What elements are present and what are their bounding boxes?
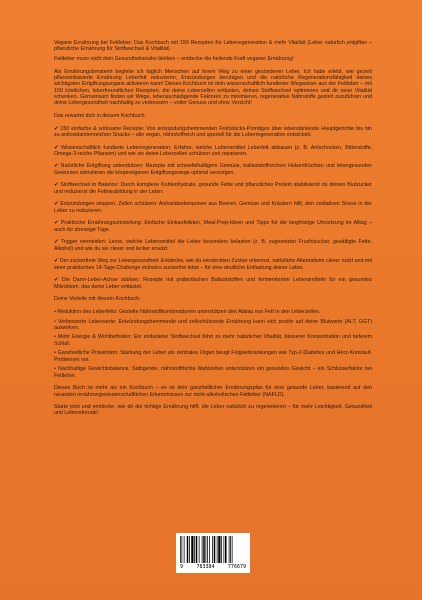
- benefit-item: • Mehr Energie & Wohlbefinden: Ein entlasteter Stoffwechsel führt zu mehr natürlicher Vitalität, besserer Konzentration und tieferem Schlaf.: [54, 334, 372, 347]
- benefit-item: • Verbesserte Leberwerte: Entzündungshemmende und zellschützende Ernährung kann sich positiv auf deine Blutwerte (ALT, GGT) auswirken.: [54, 318, 372, 331]
- hook-text: Fettleber muss nicht dein Gesundheitsrisiko bleiben – entdecke die heilende Kraft veganer Ernährung!: [54, 55, 294, 62]
- barcode-digit-group: 776679: [227, 564, 246, 570]
- benefit-item: • Reduktion des Leberfetts: Gezielte Nährstoffkombinationen unterstützen den Abbau von Fett in den Leberzellen.: [54, 309, 321, 316]
- feature-item: ✔ Wissenschaftlich fundierte Leberregeneration: Erfahre, welche Lebensmittel Leberfett abbauen (z. B. Artischocken, Bitterstoffe, Omega-3-reiche Pflanzen) und wie sie deine Leberzellen schützen und reparieren.: [54, 144, 372, 157]
- barcode-digit-group: 9: [180, 564, 184, 570]
- feature-item: ✔ Praktische Ernährungsumstellung: Einfache Einkaufslisten, Meal-Prep-Ideen und Tipps für die langfristige Umsetzung im Alltag – auch für stressige Tage.: [54, 220, 372, 233]
- feature-item: ✔ Stoffwechsel in Balance: Durch komplexe Kohlenhydrate, gesunde Fette und pflanzliches Protein stabilisierst du deinen Blutzucker und reduzierst die Fettneubildung in der Leber.: [54, 182, 372, 195]
- feature-item: ✔ 150 einfache & wirksame Rezepte: Von entzündungshemmenden Frühstücks-Porridges über leberstärkende Hauptgerichte bis hin zu antioxidantienreichen Snacks – alle vegan, nährstoffreich und speziell für die Leberregeneration entwickelt.: [54, 125, 372, 138]
- feature-item: ✔ Trigger vermeiden: Lerne, welche Lebensmittel die Leber besonders belasten (z. B. zugesetzter Fruchtzucker, gesättigte Fette, Alkohol) und wie du sie clever und lecker ersetzt.: [54, 239, 372, 252]
- body-text: Als Ernährungsberaterin begleite ich täglich Menschen auf ihrem Weg zu einer gesünderen Leber. Ich habe erlebt, wie gezielt pflanzenbasierte Ernährung Leberfett reduzieren, Entzündungen beruhigen und die natürliche Regenerationsfähigkeit deines wichtigsten Entgiftungsorgans aktivieren kann! Dieses Kochbuch ist dein wissenschaftlich fundierter Wegweiser aus der Fettleber – mit 150 köstlichen, leberfreundlichen Rezepten, die deine Leberzellen entlasten, deinen Stoffwechsel optimieren und dir neue Vitalität schenken. Gemeinsam finden wir Wege, lebensschädigende Faktoren zu minimieren, regenerative Nährstoffe gezielt zuzuführen und deine Lebergesundheit nachhaltig zu verbessern – voller Genuss und ohne Verzicht!: [54, 68, 372, 107]
- feature-item: ✔ Die Darm-Leber-Achse stärken: Rezepte mit präbiotischen Ballaststoffen und fermentierten Lebensmitteln für ein gesundes Mikrobiom, das deine Leber entlastet.: [54, 277, 372, 290]
- blurb: [54, 40, 372, 420]
- feature-item: ✔ Entzündungen stoppen, Zellen schützen: Antioxidantienpower aus Beeren, Gemüse und Kräutern hilft, den oxidativen Stress in der Leber zu reduzieren.: [54, 201, 372, 214]
- benefits-heading: Deine Vorteile mit diesem Kochbuch:: [54, 296, 141, 303]
- feature-item: ✔ Der zuckerfreie Weg zur Lebergesundheit: Entdecke, wie du versteckten Zucker erkennst, natürliche Alternativen clever nutzt und mit einer praktischen 14-Tage Challenge mühelos zuckerfrei lebst – für eine deutliche Entlastung deiner Leber.: [54, 258, 372, 271]
- benefit-item: • Ganzheitliche Prävention: Stärkung der Leber als zentrales Organ beugt Folgeerkrankungen wie Typ-2-Diabetes und Herz-Kreislauf-Problemen vor.: [54, 350, 372, 363]
- intro-text: Vegane Ernährung bei Fettleber: Das Kochbuch mit 150 Rezepten für Leberregeneration & mehr Vitalität (Leber natürlich entgiften – pflanzliche Ernährung für Stoffwechsel & Vitalität): [54, 40, 372, 53]
- barcode-number: [180, 564, 246, 570]
- closing-text: Dieses Buch ist mehr als ein Kochbuch – es ist dein ganzheitlicher Ernährungsplan für eine gesunde Leber, basierend auf den neuesten ernährungswissenschaftlichen Erkenntnissen zur nicht-alkoholischen Fettleber (NAFLD).: [54, 385, 372, 398]
- barcode-digit-group: 783384: [196, 564, 215, 570]
- benefit-item: • Nachhaltige Gewichtsbalance: Sättigende, nährstoffdichte Mahlzeiten unterstützen ein gesundes Gewicht – ein Schlüsselfaktor bei Fettleber.: [54, 366, 372, 379]
- closing-text: Starte jetzt und entdecke, wie dir die richtige Ernährung hilft, die Leber natürlich zu regenerieren – für mehr Leichtigkeit, Gesundheit und Lebensfreude!: [54, 404, 372, 417]
- expect-heading: Das erwartet dich in diesem Kochbuch:: [54, 112, 146, 119]
- isbn-barcode: [176, 533, 250, 573]
- barcode-bars: [180, 536, 246, 563]
- feature-item: ✔ Natürliche Entgiftung unterstützen: Rezepte mit schwefelhaltigem Gemüse, ballaststoffreichen Hülsenfrüchten und lebergesunden Gewürzen stimulieren die körpereigenen Entgiftungswege optimal versorgen.: [54, 163, 372, 176]
